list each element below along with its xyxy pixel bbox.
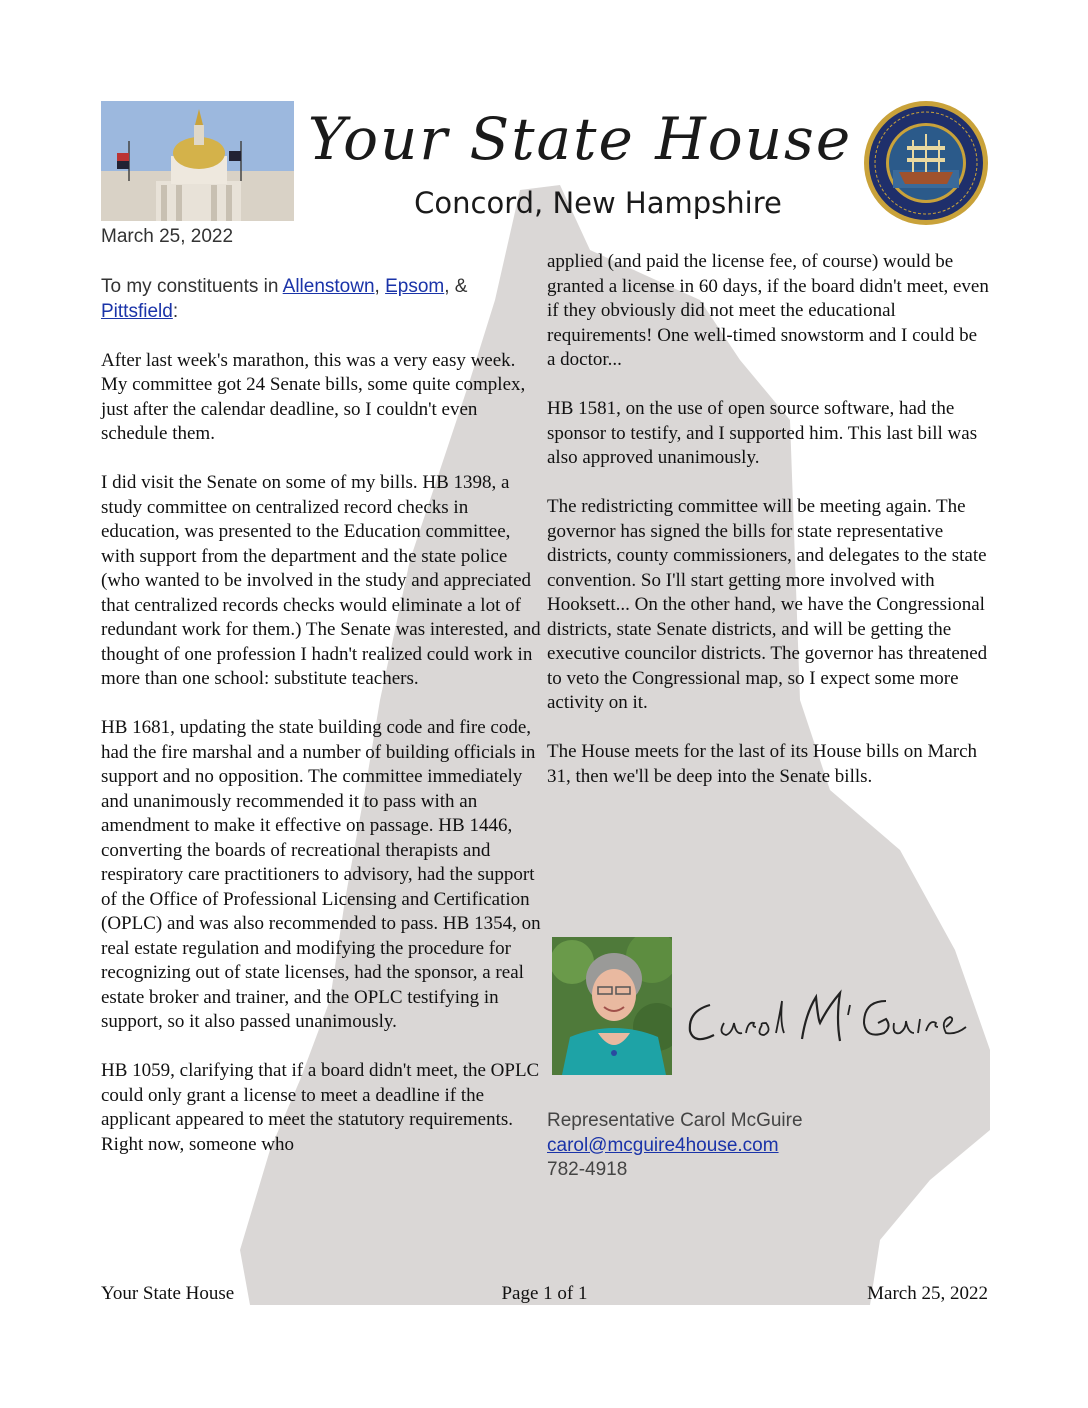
- town-link-pittsfield[interactable]: Pittsfield: [101, 300, 173, 322]
- paragraph: After last week's marathon, this was a very easy week. My committee got 24 Senate bills, some quite complex, just after the calendar deadline, so I couldn't even schedule them.: [101, 349, 526, 444]
- greeting-separator: ,: [374, 276, 386, 297]
- masthead-title: Your State House: [307, 105, 853, 173]
- paragraph: applied (and paid the license fee, of course) would be granted a license in 60 days, if the board didn't meet, even if they obviously did not meet the educational requirements! One well-timed snowstorm and I could be a doctor...: [547, 251, 989, 370]
- greeting-prefix: To my constituents in: [101, 276, 283, 297]
- state-house-dome-photo: [101, 101, 294, 221]
- masthead-subtitle: Concord, New Hampshire: [414, 186, 782, 220]
- representative-photo: [552, 937, 672, 1075]
- town-link-epsom[interactable]: Epsom: [385, 276, 445, 297]
- paragraph: HB 1681, updating the state building code and fire code, had the fire marshal and a number of building officials in support and no opposition. The committee immediately and unanimously recommended it to pass with an amendment to make it effective on passage. HB 1446, converting the boards of recreational therapists and respiratory care practitioners to advisory, had the support of the Office of Professional Licensing and Certification (OPLC) and was also recommended to pass. HB 1354, on real estate regulation and modifying the procedure for recognizing out of state licenses, had the sponsor, a real estate broker and trainer, and the OPLC testifying in support, so it also passed unanimously.: [101, 717, 541, 1032]
- handwritten-signature: [680, 983, 980, 1053]
- new-hampshire-state-seal: [863, 100, 989, 226]
- greeting-separator: , &: [444, 276, 468, 297]
- representative-name: Representative Carol McGuire: [547, 1110, 803, 1131]
- greeting: [101, 275, 543, 324]
- paragraph: The redistricting committee will be meeting again. The governor has signed the bills for state representative districts, county commissioners, and delegates to the state convention. So I'll start getting more involved with Hooksett... On the other hand, we have the Congressional districts, state Senate districts, and will be getting the executive councilor districts. The governor has threatened to veto the Congressional map, so I expect some more activity on it.: [547, 496, 988, 713]
- paragraph: I did visit the Senate on some of my bills. HB 1398, a study committee on centralized record checks in education, was presented to the Education committee, with support from the department and the state police (who wanted to be involved in the study and appreciated that centralized records checks would eliminate a lot of redundant work for them.) The Senate was interested, and thought of one profession I hadn't realized could work in more than one school: substitute teachers.: [101, 472, 541, 689]
- email-link[interactable]: carol@mcguire4house.com: [547, 1134, 779, 1156]
- footer-title: Your State House: [101, 1283, 235, 1304]
- town-link-allenstown[interactable]: Allenstown: [282, 276, 375, 297]
- paragraph: The House meets for the last of its House bills on March 31, then we'll be deep into the Senate bills.: [547, 741, 978, 787]
- page-footer: [101, 1283, 988, 1309]
- letter-date: March 25, 2022: [101, 226, 234, 247]
- footer-date: March 25, 2022: [867, 1283, 988, 1304]
- right-column: [547, 250, 989, 814]
- left-column: [101, 275, 543, 1182]
- paragraph: HB 1581, on the use of open source software, had the sponsor to testify, and I supported him. This last bill was also approved unanimously.: [547, 398, 978, 468]
- phone-number: 782-4918: [547, 1159, 628, 1180]
- footer-page-number: Page 1 of 1: [501, 1283, 588, 1304]
- contact-block: [547, 1109, 803, 1183]
- greeting-suffix: :: [172, 300, 179, 322]
- paragraph: HB 1059, clarifying that if a board didn't meet, the OPLC could only grant a license to meet a deadline if the applicant appeared to meet the statutory requirements. Right now, someone who: [101, 1060, 540, 1155]
